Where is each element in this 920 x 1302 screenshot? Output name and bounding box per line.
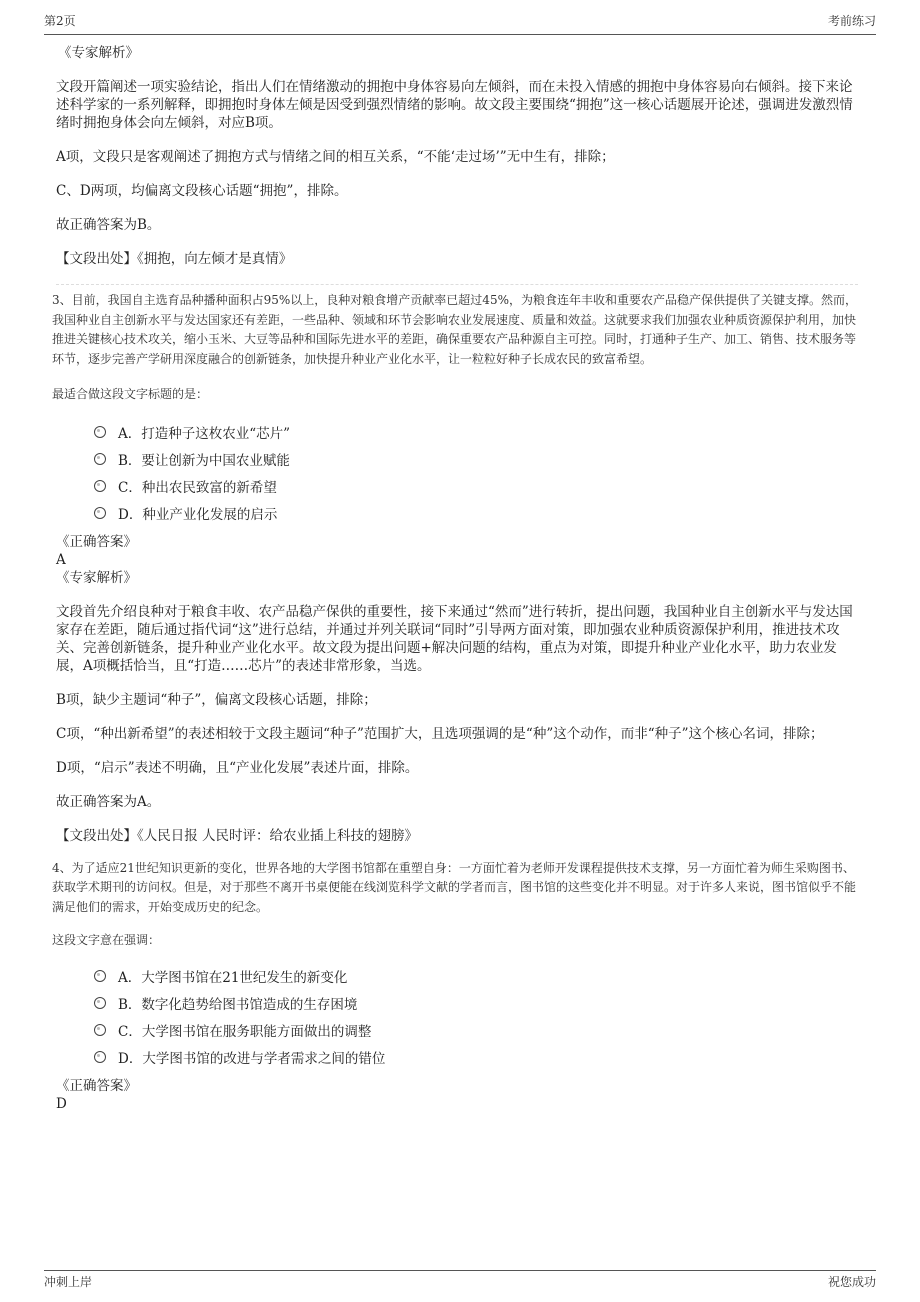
q2-source: 【文段出处】《拥抱，向左倾才是真情》	[56, 251, 293, 267]
q3-conclusion: 故正确答案为A。	[56, 793, 161, 810]
radio-button-icon[interactable]	[94, 426, 106, 438]
q3-option-b-note: B项，缺少主题词“种子”，偏离文段核心话题，排除；	[56, 691, 377, 708]
radio-button-icon[interactable]	[94, 453, 106, 465]
q4-stem: 4、为了适应21世纪知识更新的变化，世界各地的大学图书馆都在重塑自身：一方面忙着为老师开发课程提供技术支撑，另一方面忙着为师生采购图书、获取学术期刊的访问权。但是，对于那些不离开书桌便能在线浏览科学文献的学者而言，图书馆的这些变化并不明显。对于许多人来说，图书馆似乎不能满足他们的需求，开始变成历史的纪念。	[52, 860, 857, 914]
q4-option-a[interactable]: A．大学图书馆在21世纪发生的新变化	[94, 963, 858, 990]
q3-stem: 3、目前，我国自主选育品种播种面积占95%以上，良种对粮食增产贡献率已超过45%，为粮食连年丰收和重要农产品稳产保供提供了关键支撑。然而，我国种业自主创新水平与发达国家还有差距，一些品种、领域和环节会影响农业发展速度、质量和效益。这就要求我们加强农业种质资源保护利用，加快推进关键核心技术攻关，缩小玉米、大豆等品种和国际先进水平的差距，确保重要农产品种源自主可控。同时，打通种子生产、加工、销售、技术服务等环节，逐步完善产学研用深度融合的创新链条，加快提升种业产业化水平，让一粒粒好种子长成农民的致富希望。	[52, 293, 857, 366]
footer-right-text: 祝您成功	[827, 1275, 876, 1289]
q3-option-c-note: C项，“种出新希望”的表述相较于文段主题词“种子”范围扩大，且选项强调的是“种”这个动作，而非“种子”这个核心名词，排除；	[56, 725, 824, 742]
q3-source: 【文段出处】《人民日报 人民时评：给农业插上科技的翅膀》	[56, 827, 419, 844]
q2-option-cd-note: C、D两项，均偏离文段核心话题“拥抱”，排除。	[56, 183, 348, 199]
radio-button-icon[interactable]	[94, 970, 106, 982]
q3-prompt: 最适合做这段文字标题的是：	[52, 387, 209, 401]
q3-option-a[interactable]: A．打造种子这枚农业“芯片”	[94, 419, 858, 446]
q4-answer-label: 《正确答案》	[56, 1077, 137, 1094]
q3-option-c[interactable]: C．种出农民致富的新希望	[94, 473, 858, 500]
q3-analysis: 文段首先介绍良种对于粮食丰收、农产品稳产保供的重要性，接下来通过“然而”进行转折，提出问题，我国种业自主创新水平与发达国家存在差距，随后通过指代词“这”进行总结，并通过并列关联词“同时”引导两方面对策，即加强农业种质资源保护利用，推进技术攻关、完善创新链条，提升种业产业化水平。故文段为提出问题+解决问题的结构，重点为对策，即提升种业产业化水平，助力农业发展，A项概括恰当，且“打造……芯片”的表述非常形象，当选。	[56, 603, 853, 674]
footer-left-text: 冲刺上岸	[44, 1275, 93, 1289]
q4-answer: D	[56, 1095, 67, 1112]
q2-expert-label: 《专家解析》	[58, 45, 139, 61]
radio-button-icon[interactable]	[94, 997, 106, 1009]
page-footer	[44, 1270, 876, 1295]
q3-expert-label: 《专家解析》	[56, 569, 137, 586]
q2-analysis: 文段开篇阐述一项实验结论，指出人们在情绪激动的拥抱中身体容易向左倾斜，而在未投入情感的拥抱中身体容易向右倾斜。接下来论述科学家的一系列解释，即拥抱时身体左倾是因受到强烈情绪的影响。故文段主要围绕“拥抱”这一核心话题展开论述，强调进发激烈情绪时拥抱身体会向左倾斜，对应B项。	[56, 79, 853, 131]
q4-option-d[interactable]: D．大学图书馆的改进与学者需求之间的错位	[94, 1044, 858, 1071]
q2-option-a-note: A项，文段只是客观阐述了拥抱方式与情绪之间的相互关系，“不能‘走过场’”无中生有，排除；	[56, 149, 615, 165]
page-header	[44, 12, 876, 35]
q3-answer-label: 《正确答案》	[56, 533, 137, 550]
q4-prompt: 这段文字意在强调：	[52, 933, 161, 947]
q4-options	[56, 963, 858, 1071]
page-number: 第2页	[44, 14, 76, 28]
document-content	[52, 44, 858, 1113]
radio-button-icon[interactable]	[94, 480, 106, 492]
q3-option-d[interactable]: D．种业产业化发展的启示	[94, 500, 858, 527]
question-divider	[56, 284, 858, 285]
q3-options	[56, 419, 858, 527]
q2-conclusion: 故正确答案为B。	[56, 217, 161, 233]
radio-button-icon[interactable]	[94, 1024, 106, 1036]
q3-option-d-note: D项，“启示”表述不明确，且“产业化发展”表述片面，排除。	[56, 759, 419, 776]
q3-option-b[interactable]: B．要让创新为中国农业赋能	[94, 446, 858, 473]
header-title: 考前练习	[827, 14, 876, 28]
q4-option-c[interactable]: C．大学图书馆在服务职能方面做出的调整	[94, 1017, 858, 1044]
radio-button-icon[interactable]	[94, 507, 106, 519]
q3-answer: A	[56, 551, 66, 568]
q4-option-b[interactable]: B．数字化趋势给图书馆造成的生存困境	[94, 990, 858, 1017]
radio-button-icon[interactable]	[94, 1051, 106, 1063]
